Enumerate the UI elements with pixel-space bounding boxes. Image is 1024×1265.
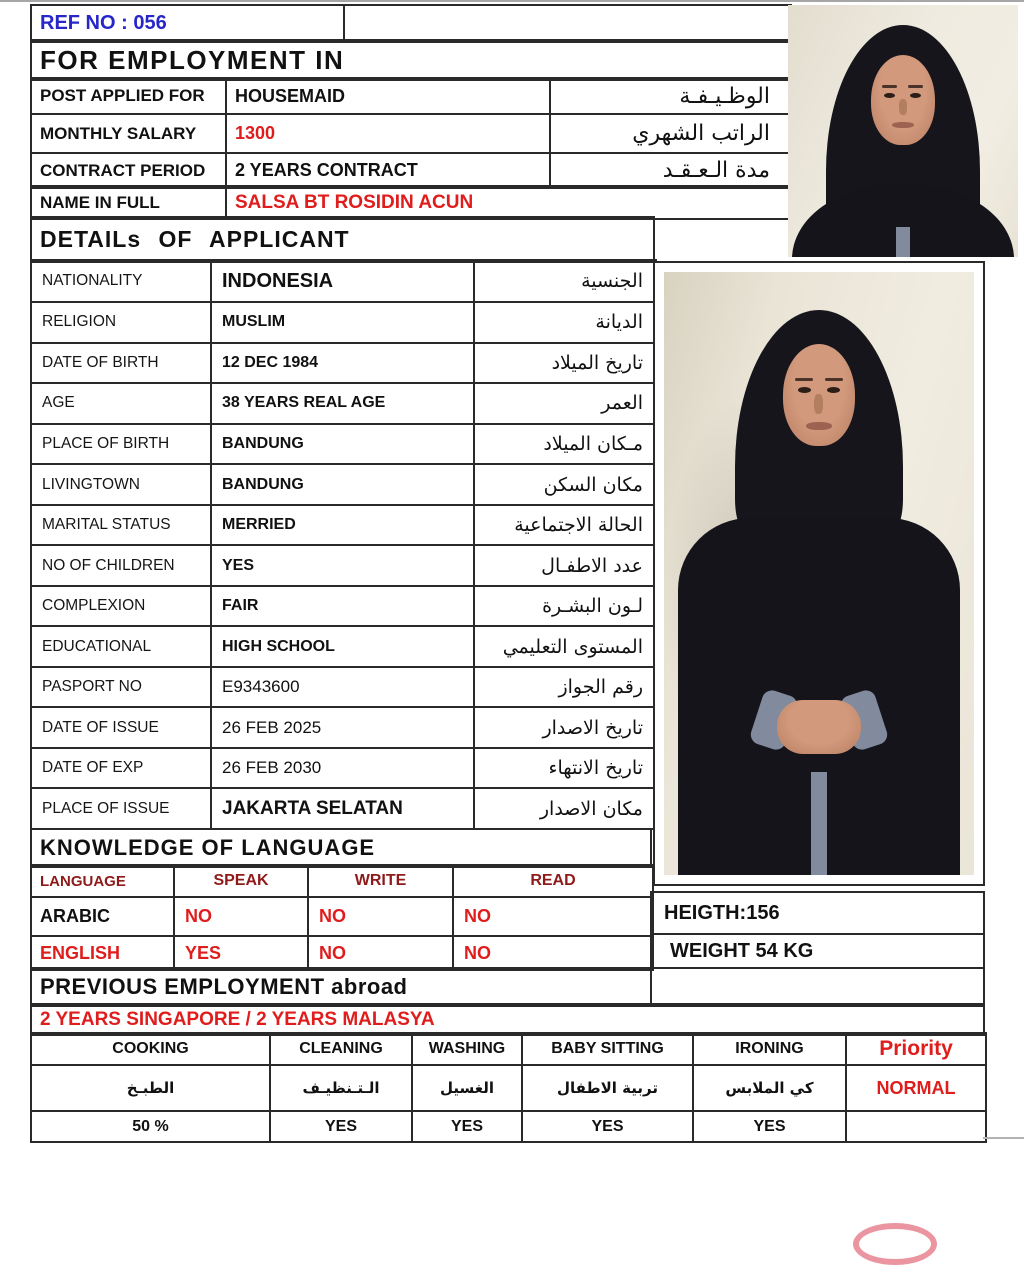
- cleaning-header: CLEANING: [270, 1033, 412, 1065]
- ref-row-table: [30, 4, 792, 43]
- monthly-salary-label: MONTHLY SALARY: [31, 114, 226, 153]
- skills-table: [30, 1032, 987, 1143]
- nationality-value: INDONESIA: [211, 260, 474, 302]
- height-value: HEIGTH:156: [651, 892, 984, 934]
- name-value: SALSA BT ROSIDIN ACUN: [226, 186, 791, 219]
- previous-employment-heading: PREVIOUS EMPLOYMENT abroad: [31, 968, 651, 1006]
- arabic-write-value: NO: [308, 897, 453, 936]
- speak-col-header: SPEAK: [174, 865, 308, 897]
- ref-empty-cell: [344, 5, 791, 42]
- cleaning-arabic: الـتـنظيـف: [270, 1065, 412, 1111]
- issue-place-arabic: مكان الاصدار: [474, 788, 656, 829]
- complexion-arabic: لـون البشـرة: [474, 586, 656, 627]
- applicant-photo-large: [653, 261, 985, 886]
- details-table: [30, 259, 657, 830]
- name-label: NAME IN FULL: [31, 186, 226, 219]
- babysitting-header: BABY SITTING: [522, 1033, 693, 1065]
- cooking-value: 50 %: [31, 1111, 270, 1142]
- priority-empty-cell: [846, 1111, 986, 1142]
- birth-place-label: PLACE OF BIRTH: [31, 424, 211, 465]
- right-eye: [910, 93, 921, 98]
- children-arabic: عدد الاطفـال: [474, 545, 656, 586]
- children-value: YES: [211, 545, 474, 586]
- previous-employment-heading-table: [30, 967, 652, 1007]
- monthly-salary-value: 1300: [226, 114, 550, 153]
- details-heading-table: [30, 216, 655, 263]
- marital-status-arabic: الحالة الاجتماعية: [474, 505, 656, 546]
- babysitting-arabic: تربية الاطفال: [522, 1065, 693, 1111]
- living-town-label: LIVINGTOWN: [31, 464, 211, 505]
- post-applied-arabic: الوظـيـفـة: [550, 78, 791, 114]
- photo-background-wall: [664, 272, 974, 875]
- left-eyebrow: [795, 378, 813, 381]
- employment-heading: FOR EMPLOYMENT IN: [31, 40, 789, 80]
- monthly-salary-arabic: الراتب الشهري: [550, 114, 791, 153]
- read-col-header: READ: [453, 865, 653, 897]
- physical-table: [650, 891, 985, 1007]
- issue-date-value: 26 FEB 2025: [211, 707, 474, 748]
- write-col-header: WRITE: [308, 865, 453, 897]
- english-read-value: NO: [453, 936, 653, 970]
- contract-period-label: CONTRACT PERIOD: [31, 153, 226, 188]
- ironing-arabic: كي الملابس: [693, 1065, 846, 1111]
- religion-label: RELIGION: [31, 302, 211, 343]
- ironing-value: YES: [693, 1111, 846, 1142]
- physical-empty-cell: [651, 968, 984, 1006]
- expiry-date-label: DATE OF EXP: [31, 748, 211, 789]
- issue-date-arabic: تاريخ الاصدار: [474, 707, 656, 748]
- arabic-speak-value: NO: [174, 897, 308, 936]
- age-value: 38 YEARS REAL AGE: [211, 383, 474, 424]
- employment-heading-table: [30, 39, 790, 81]
- post-applied-label: POST APPLIED FOR: [31, 78, 226, 114]
- religion-arabic: الديانة: [474, 302, 656, 343]
- nose-shade: [814, 394, 823, 414]
- birth-place-value: BANDUNG: [211, 424, 474, 465]
- issue-place-value: JAKARTA SELATAN: [211, 788, 474, 829]
- ref-no-cell: REF NO : 056: [31, 5, 344, 42]
- arabic-read-value: NO: [453, 897, 653, 936]
- complexion-value: FAIR: [211, 586, 474, 627]
- mouth-shape: [806, 422, 832, 430]
- post-applied-value: HOUSEMAID: [226, 78, 550, 114]
- previous-employment-value: 2 YEARS SINGAPORE / 2 YEARS MALASYA: [31, 1004, 984, 1035]
- language-heading: KNOWLEDGE OF LANGUAGE: [31, 829, 651, 867]
- ironing-header: IRONING: [693, 1033, 846, 1065]
- table-bottom-edge-line: [983, 1137, 1024, 1139]
- cooking-arabic: الطبـخ: [31, 1065, 270, 1111]
- cooking-header: COOKING: [31, 1033, 270, 1065]
- living-town-arabic: مكان السكن: [474, 464, 656, 505]
- priority-label: Priority: [846, 1033, 986, 1065]
- contract-period-value: 2 YEARS CONTRACT: [226, 153, 550, 188]
- washing-value: YES: [412, 1111, 522, 1142]
- living-town-value: BANDUNG: [211, 464, 474, 505]
- marital-status-value: MERRIED: [211, 505, 474, 546]
- complexion-label: COMPLEXION: [31, 586, 211, 627]
- mouth-shape: [892, 122, 914, 128]
- marital-status-label: MARITAL STATUS: [31, 505, 211, 546]
- weight-value: WEIGHT 54 KG: [651, 934, 984, 968]
- page-top-edge-line: [0, 0, 1024, 2]
- left-eye: [884, 93, 895, 98]
- age-label: AGE: [31, 383, 211, 424]
- left-eye: [798, 387, 811, 393]
- washing-header: WASHING: [412, 1033, 522, 1065]
- contract-period-arabic: مدة الـعـقـد: [550, 153, 791, 188]
- passport-no-arabic: رقم الجواز: [474, 667, 656, 708]
- nationality-arabic: الجنسية: [474, 260, 656, 302]
- language-heading-table: [30, 828, 652, 868]
- applicant-photo-small: [788, 5, 1018, 257]
- right-eye: [827, 387, 840, 393]
- language-table: [30, 864, 654, 971]
- age-arabic: العمر: [474, 383, 656, 424]
- birth-date-arabic: تاريخ الميلاد: [474, 343, 656, 384]
- left-eyebrow: [882, 85, 897, 88]
- education-arabic: المستوى التعليمي: [474, 626, 656, 667]
- washing-arabic: الغسيل: [412, 1065, 522, 1111]
- passport-no-value: E9343600: [211, 667, 474, 708]
- nationality-label: NATIONALITY: [31, 260, 211, 302]
- education-label: EDUCATIONAL: [31, 626, 211, 667]
- birth-date-value: 12 DEC 1984: [211, 343, 474, 384]
- language-col-header: LANGUAGE: [31, 865, 174, 897]
- english-language-name: ENGLISH: [31, 936, 174, 970]
- details-heading: DETAILs OF APPLICANT: [31, 217, 654, 262]
- babysitting-value: YES: [522, 1111, 693, 1142]
- right-eyebrow: [908, 85, 923, 88]
- passport-no-label: PASPORT NO: [31, 667, 211, 708]
- birth-date-label: DATE OF BIRTH: [31, 343, 211, 384]
- name-row-table: [30, 185, 792, 220]
- education-value: HIGH SCHOOL: [211, 626, 474, 667]
- expiry-date-value: 26 FEB 2030: [211, 748, 474, 789]
- issue-place-label: PLACE OF ISSUE: [31, 788, 211, 829]
- arabic-language-name: ARABIC: [31, 897, 174, 936]
- priority-value: NORMAL: [846, 1065, 986, 1111]
- top-section-table: [30, 77, 792, 189]
- scarf-stripe: [896, 227, 910, 257]
- nose-shade: [899, 99, 907, 115]
- children-label: NO OF CHILDREN: [31, 545, 211, 586]
- religion-value: MUSLIM: [211, 302, 474, 343]
- issue-date-label: DATE OF ISSUE: [31, 707, 211, 748]
- english-speak-value: YES: [174, 936, 308, 970]
- dress-center-stripe: [811, 772, 827, 875]
- birth-place-arabic: مـكان الميلاد: [474, 424, 656, 465]
- right-eyebrow: [825, 378, 843, 381]
- hands-clasped: [777, 700, 861, 754]
- stamp-arc: [853, 1223, 937, 1265]
- english-write-value: NO: [308, 936, 453, 970]
- expiry-date-arabic: تاريخ الانتهاء: [474, 748, 656, 789]
- cleaning-value: YES: [270, 1111, 412, 1142]
